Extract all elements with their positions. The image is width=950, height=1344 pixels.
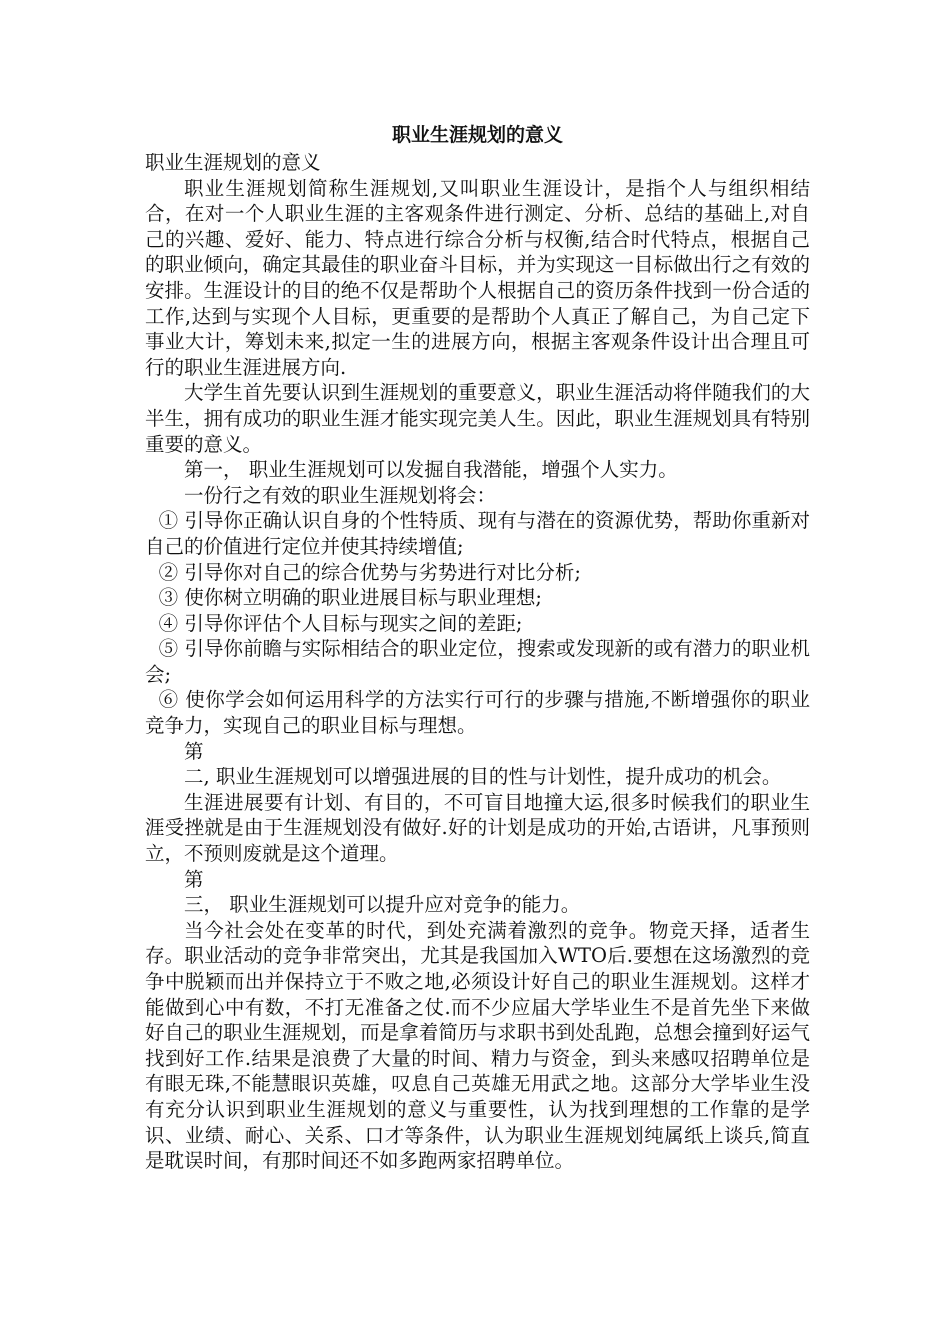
- list-item-5: ⑤ 引导你前瞻与实际相结合的职业定位，搜索或发现新的或有潜力的职业机会;: [145, 637, 810, 686]
- list-item-2: ② 引导你对自己的综合优势与劣势进行对比分析;: [158, 560, 581, 584]
- paragraph-second-body: 生涯进展要有计划、有目的，不可盲目地撞大运,很多时候我们的职业生涯受挫就是由于生涯规划没有做好.好的计划是成功的开始,古语讲，凡事预则立，不预则废就是这个道理。: [145, 790, 810, 866]
- third-point-label: 第: [184, 867, 204, 891]
- paragraph-third-body: 当今社会处在变革的时代，到处充满着激烈的竞争。物竞天择，适者生存。职业活动的竞争非常突出，尤其是我国加入WTO后.要想在这场激烈的竞争中脱颖而出并保持立于不败之地,必须设计好自己的职业生涯规划。这样才能做到心中有数，不打无准备之仗.而不少应届大学毕业生不是首先坐下来做好自己的职业生涯规划，而是拿着简历与求职书到处乱跑，总想会撞到好运气找到好工作.结果是浪费了大量的时间、精力与资金，到头来感叹招聘单位是有眼无珠,不能慧眼识英雄，叹息自己英雄无用武之地。这部分大学毕业生没有充分认识到职业生涯规划的意义与重要性，认为找到理想的工作靠的是学识、业绩、耐心、关系、口才等条件，认为职业生涯规划纯属纸上谈兵,简直是耽误时间，有那时间还不如多跑两家招聘单位。: [145, 918, 810, 1173]
- paragraph-definition: 职业生涯规划简称生涯规划,又叫职业生涯设计，是指个人与组织相结合，在对一个人职业生涯的主客观条件进行测定、分析、总结的基础上,对自己的兴趣、爱好、能力、特点进行综合分析与权衡,结合时代特点，根据自己的职业倾向，确定其最佳的职业奋斗目标，并为实现这一目标做出行之有效的安排。生涯设计的目的绝不仅是帮助个人根据自己的资历条件找到一份合适的工作,达到与实现个人目标，更重要的是帮助个人真正了解自己，为自己定下事业大计，筹划未来,拟定一生的进展方向，根据主客观条件设计出合理且可行的职业生涯进展方向.: [145, 176, 810, 379]
- second-point-label: 第: [184, 739, 204, 763]
- list-intro: 一份行之有效的职业生涯规划将会：: [184, 483, 497, 507]
- list-item-3: ③ 使你树立明确的职业进展目标与职业理想;: [158, 586, 542, 610]
- document-subtitle: 职业生涯规划的意义: [145, 151, 321, 174]
- paragraph-importance: 大学生首先要认识到生涯规划的重要意义，职业生涯活动将伴随我们的大半生，拥有成功的职业生涯才能实现完美人生。因此，职业生涯规划具有特别重要的意义。: [145, 381, 810, 456]
- heading-third-point: 三， 职业生涯规划可以提升应对竞争的能力。: [184, 893, 581, 917]
- list-item-6: ⑥ 使你学会如何运用科学的方法实行可行的步骤与措施,不断增强你的职业竞争力，实现自己的职业目标与理想。: [145, 688, 810, 738]
- list-item-4: ④ 引导你评估个人目标与现实之间的差距;: [158, 611, 523, 635]
- document-title: 职业生涯规划的意义: [391, 124, 563, 146]
- heading-second-point: 二, 职业生涯规划可以增强进展的目的性与计划性，提升成功的机会。: [184, 765, 782, 789]
- document-page: [145, 122, 810, 1174]
- heading-first-point: 第一， 职业生涯规划可以发掘自我潜能，增强个人实力。: [184, 458, 678, 482]
- list-item-1: ① 引导你正确认识自身的个性特质、现有与潜在的资源优势，帮助你重新对自己的价值进行定位并使其持续增值;: [145, 509, 810, 558]
